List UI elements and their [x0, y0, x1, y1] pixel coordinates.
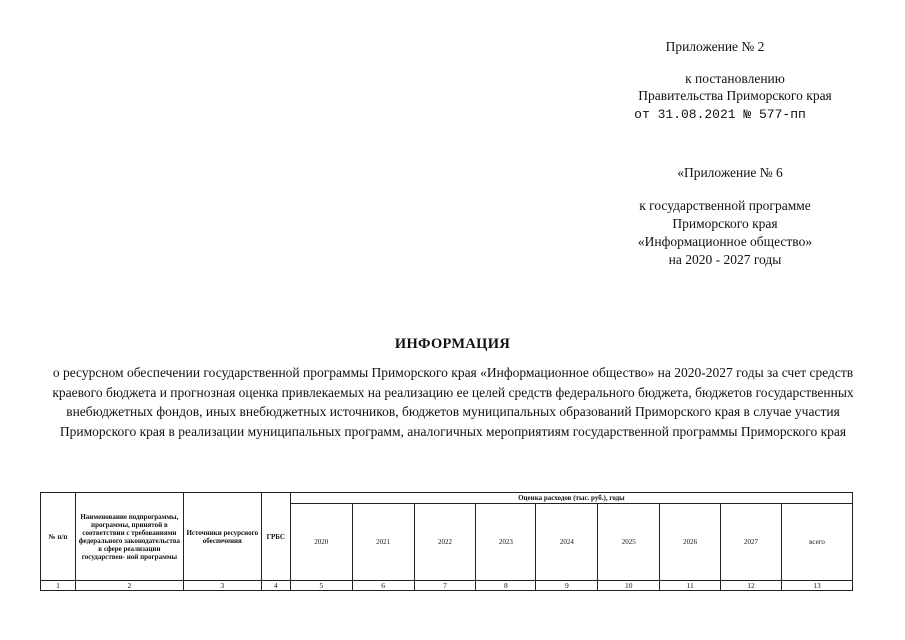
column-number: 12 [721, 581, 782, 591]
header-year: 2027 [721, 504, 782, 581]
column-number: 6 [352, 581, 414, 591]
column-number: 9 [536, 581, 598, 591]
header-year: 2024 [536, 504, 598, 581]
header-year: 2026 [660, 504, 721, 581]
column-number: 2 [75, 581, 183, 591]
header-source: Источники ресурсного обеспечения [183, 493, 261, 581]
appendix-6-label: «Приложение № 6 [677, 165, 783, 180]
appendix-6-ref-line2: Приморского края [672, 216, 778, 231]
column-number: 1 [41, 581, 76, 591]
appendix-6-period: на 2020 - 2027 годы [668, 252, 782, 267]
resource-table [40, 492, 853, 591]
header-num: № п/п [41, 493, 76, 581]
column-number: 13 [782, 581, 853, 591]
appendix-6-ref-line1: к государственной программе [639, 198, 811, 213]
document-title: ИНФОРМАЦИЯ [394, 336, 511, 352]
appendix-2-decree-date: от 31.08.2021 № 577-пп [634, 107, 806, 122]
header-year: 2021 [352, 504, 414, 581]
appendix-6-program-name: «Информационное общество» [637, 234, 813, 249]
header-expense-group: Оценка расходов (тыс. руб.), годы [290, 493, 852, 504]
appendix-2-ref-line1: к постановлению [685, 71, 785, 86]
column-number: 8 [476, 581, 536, 591]
appendix-2-ref-line2: Правительства Приморского края [638, 88, 832, 103]
header-year: 2022 [414, 504, 476, 581]
header-total: всего [782, 504, 853, 581]
column-number: 11 [660, 581, 721, 591]
column-number: 7 [414, 581, 476, 591]
column-number: 10 [598, 581, 660, 591]
column-number: 5 [290, 581, 352, 591]
header-year: 2023 [476, 504, 536, 581]
appendix-2-label: Приложение № 2 [665, 39, 765, 54]
column-number: 4 [261, 581, 290, 591]
header-year: 2025 [598, 504, 660, 581]
column-number: 3 [183, 581, 261, 591]
header-year: 2020 [290, 504, 352, 581]
document-description: о ресурсном обеспечении государственной программы Приморского края «Информационное общество» на 2020-2027 годы за счет средств краевого бюджета и прогнозная оценка привлекаемых на реализацию ее целей средств федерального бюджета, бюджетов государственных внебюджетных фондов, иных внебюджетных источников, бюджетов муниципальных образований Приморского края в случае участия Приморского края в реализации муниципальных программ, аналогичных мероприятиям государственной программы Приморского края [52, 365, 854, 439]
header-name: Наименование подпрограммы, программы, принятой в соответствии с требованиями федерального законодательства в сфере реализации государствен- ной программы [75, 493, 183, 581]
header-grbs: ГРБС [261, 493, 290, 581]
